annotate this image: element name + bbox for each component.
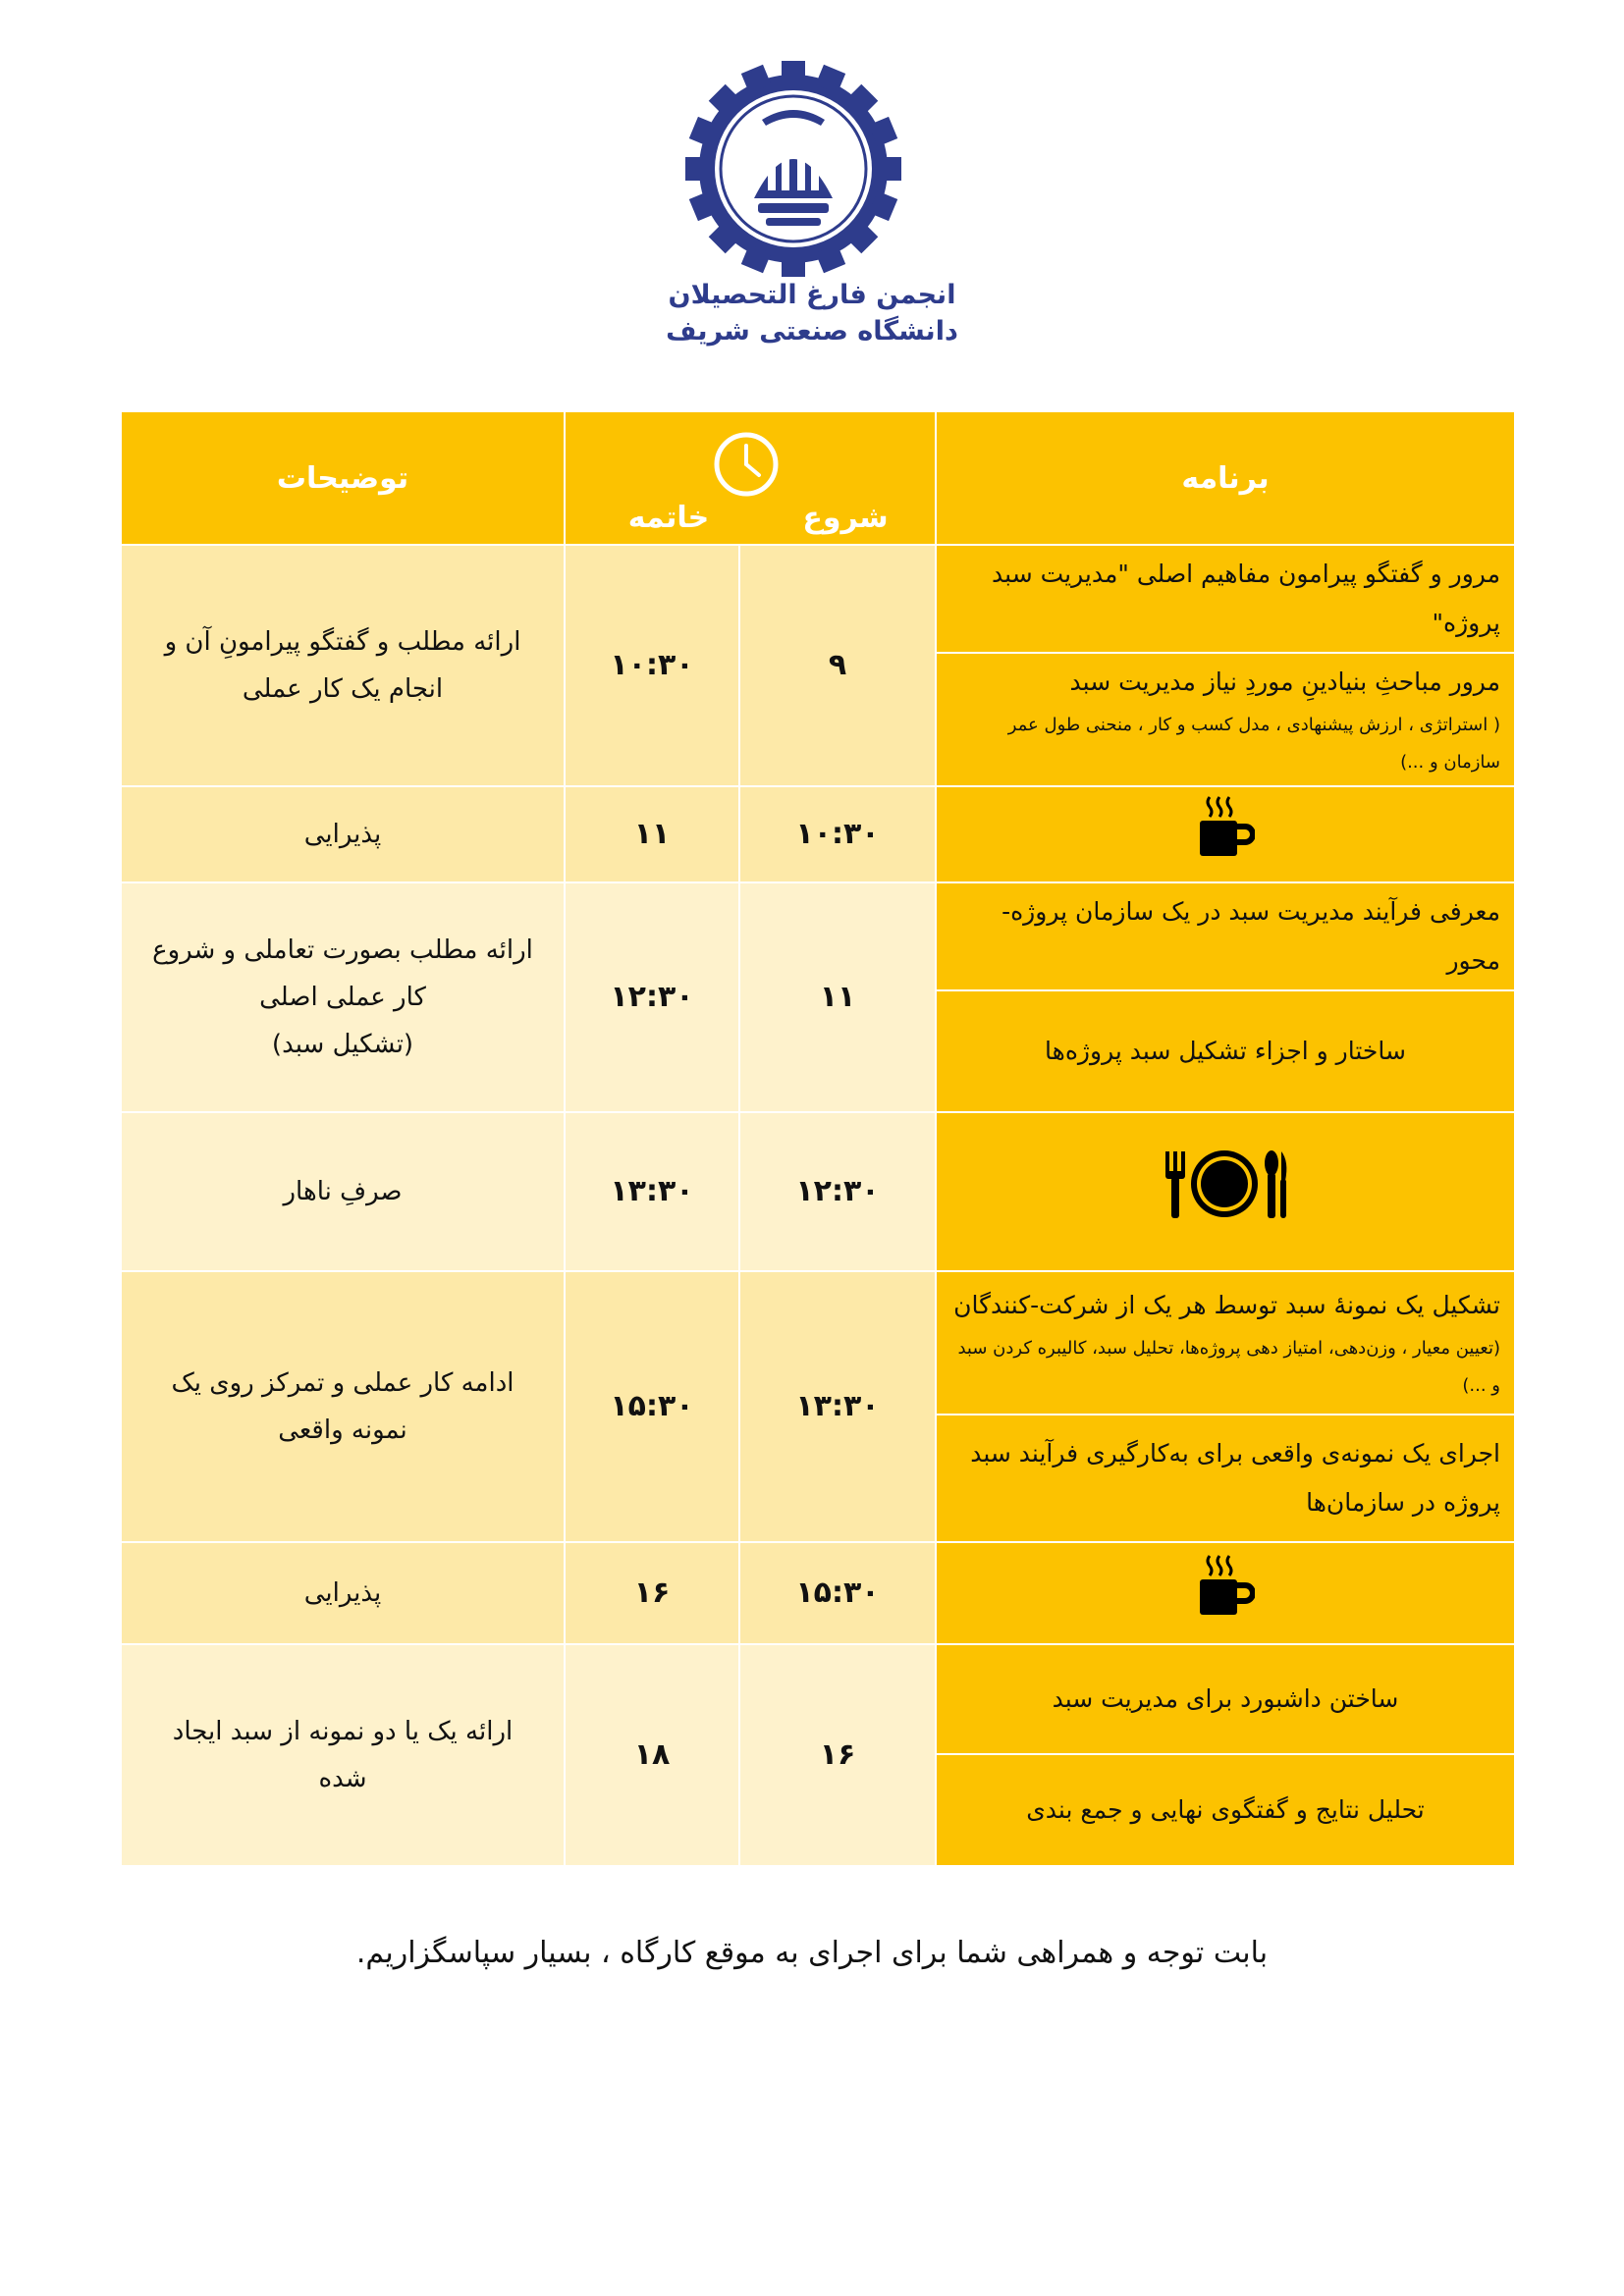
org-name-line-2: دانشگاه صنعتی شریف — [666, 316, 958, 347]
row-5-end: ۱۵:۳۰ — [565, 1271, 739, 1542]
row-1-start: ۹ — [739, 545, 936, 786]
table-row — [121, 882, 1515, 990]
row-3-description-text: ارائه مطلب بصورت تعاملی و شروع کار عملی اصلی — [152, 935, 533, 1012]
coffee-cup-icon — [1196, 1554, 1255, 1617]
header-time — [565, 411, 936, 545]
row-3-description — [121, 882, 565, 1112]
row-5-program-1 — [936, 1271, 1515, 1415]
row-6-program-icon — [936, 1542, 1515, 1644]
clock-icon — [712, 430, 781, 499]
row-3-start: ۱۱ — [739, 882, 936, 1112]
table-row — [121, 786, 1515, 882]
row-2-start: ۱۰:۳۰ — [739, 786, 936, 882]
row-2-end: ۱۱ — [565, 786, 739, 882]
header-end: خاتمه — [627, 501, 710, 535]
row-7-program-2: تحلیل نتایج و گفتگوی نهایی و جمع بندی — [936, 1754, 1515, 1866]
org-name-line-1: انجمن فارغ التحصیلان — [668, 280, 956, 310]
table-row — [121, 1542, 1515, 1644]
row-1-program-2 — [936, 653, 1515, 786]
row-4-end: ۱۳:۳۰ — [565, 1112, 739, 1271]
thank-you-note: بابت توجه و همراهی شما برای اجرای به موقع کارگاه ، بسیار سپاسگزاریم. — [355, 1936, 1269, 1970]
table-row — [121, 1644, 1515, 1754]
row-5-program-1-note: (تعیین معیار ، وزن‌دهی، امتیاز دهی پروژه‌ها، تحلیل سبد، کالیبره کردن سبد و ...) — [957, 1338, 1500, 1396]
coffee-cup-icon — [1196, 795, 1255, 858]
table-row — [121, 1112, 1515, 1271]
header-program: برنامه — [936, 411, 1515, 545]
row-1-program-2-note: ( استراتژی ، ارزش پیشنهادی ، مدل کسب و کار ، منحنی طول عمر سازمان و ...) — [1007, 715, 1500, 773]
row-3-description-sub: (تشکیل سبد) — [271, 1030, 414, 1059]
university-logo — [685, 61, 901, 277]
row-2-program-icon — [936, 786, 1515, 882]
row-3-end: ۱۲:۳۰ — [565, 882, 739, 1112]
row-6-description: پذیرایی — [121, 1542, 565, 1644]
table-header-row — [121, 411, 1515, 545]
row-6-start: ۱۵:۳۰ — [739, 1542, 936, 1644]
row-5-program-1-title: تشکیل یک نمونهٔ سبد توسط هر یک از شرکت-کنندگان — [953, 1291, 1500, 1319]
row-7-program-1: ساختن داشبورد برای مدیریت سبد — [936, 1644, 1515, 1754]
header-start: شروع — [802, 501, 889, 535]
sharif-university-gear-logo-icon — [685, 61, 901, 277]
workshop-schedule-table — [120, 410, 1516, 1867]
table-row — [121, 1271, 1515, 1415]
row-3-program-2: ساختار و اجزاء تشکیل سبد پروژه‌ها — [936, 990, 1515, 1112]
row-1-program-2-title: مرور مباحثِ بنیادینِ موردِ نیاز مدیریت سبد — [1069, 667, 1500, 696]
row-7-description: ارائه یک یا دو نمونه از سبد ایجاد شده — [121, 1644, 565, 1866]
row-1-program-1: مرور و گفتگو پیرامون مفاهیم اصلی "مدیریت سبد پروژه" — [936, 545, 1515, 653]
row-4-description: صرفِ ناهار — [121, 1112, 565, 1271]
row-5-description: ادامه کار عملی و تمرکز روی یک نمونه واقعی — [121, 1271, 565, 1542]
row-1-end: ۱۰:۳۰ — [565, 545, 739, 786]
row-5-start: ۱۳:۳۰ — [739, 1271, 936, 1542]
row-4-program-icon — [936, 1112, 1515, 1271]
row-1-description: ارائه مطلب و گفتگو پیرامونِ آن و انجام یک کار عملی — [121, 545, 565, 786]
row-3-program-1: معرفی فرآیند مدیریت سبد در یک سازمان پروژه-محور — [936, 882, 1515, 990]
lunch-plate-cutlery-icon — [1162, 1148, 1289, 1220]
row-2-description: پذیرایی — [121, 786, 565, 882]
row-4-start: ۱۲:۳۰ — [739, 1112, 936, 1271]
row-6-end: ۱۶ — [565, 1542, 739, 1644]
row-5-program-2: اجرای یک نمونه‌ی واقعی برای به‌کارگیری فرآیند سبد پروژه در سازمان‌ها — [936, 1415, 1515, 1542]
row-7-end: ۱۸ — [565, 1644, 739, 1866]
row-7-start: ۱۶ — [739, 1644, 936, 1866]
header-description: توضیحات — [121, 411, 565, 545]
table-row — [121, 545, 1515, 653]
